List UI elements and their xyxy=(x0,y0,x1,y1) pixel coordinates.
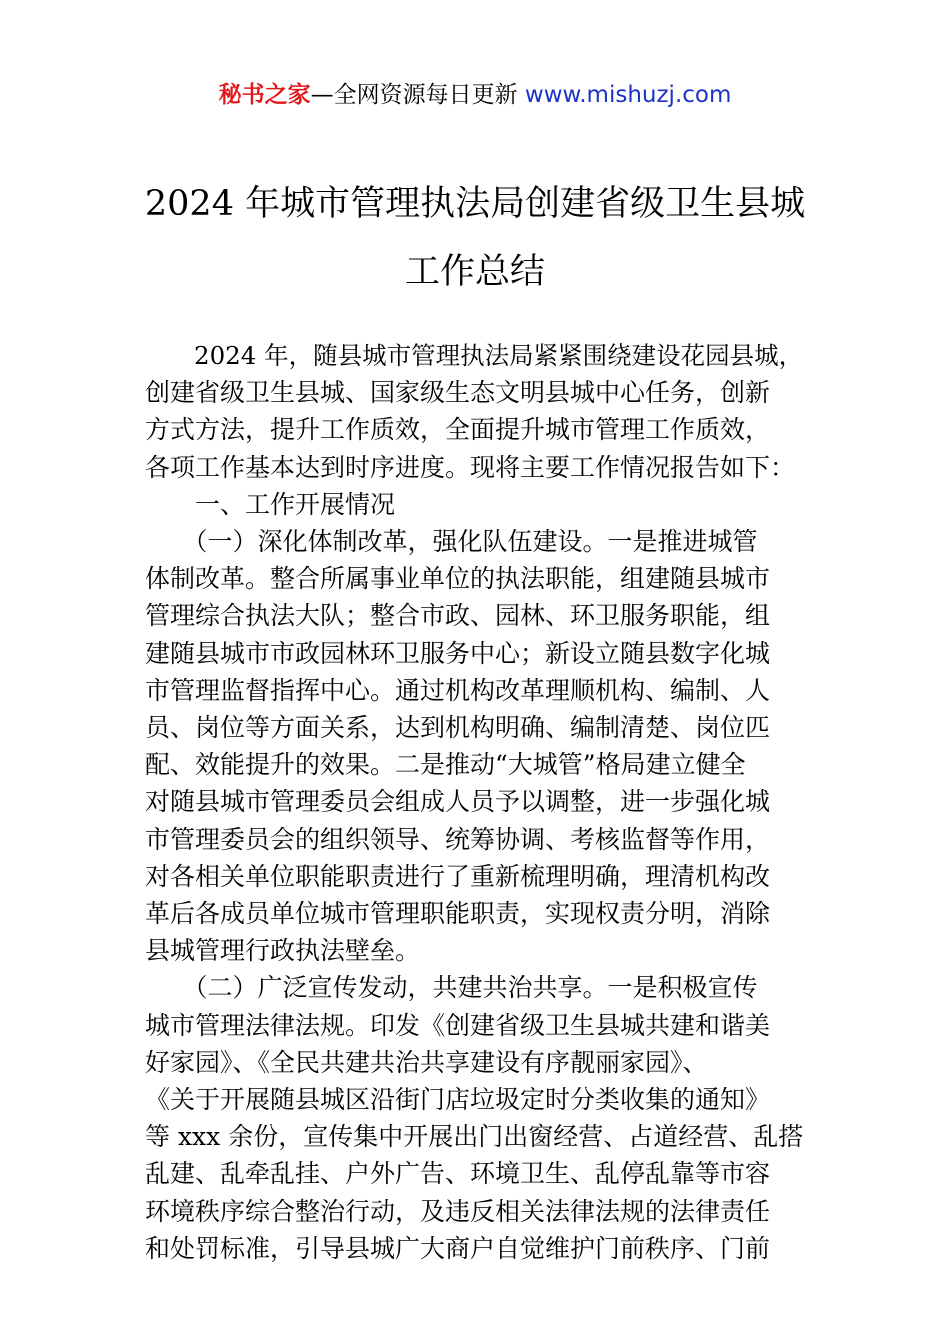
paragraph-line: （二）广泛宣传发动，共建共治共享。一是积极宣传 xyxy=(182,973,758,1003)
site-header xyxy=(0,78,950,112)
document-title-line-2: 工作总结 xyxy=(404,252,545,292)
paragraph-line: 对随县城市管理委员会组成人员予以调整，进一步强化城 xyxy=(145,787,771,817)
paragraph-line: 员、岗位等方面关系，达到机构明确、编制清楚、岗位匹 xyxy=(145,713,771,743)
paragraph-section-1 xyxy=(145,523,810,969)
site-url-link[interactable]: www.mishuzj.com xyxy=(524,82,732,108)
paragraph-section-2 xyxy=(145,969,810,1267)
document-title-line-1: 2024 年城市管理执法局创建省级卫生县城 xyxy=(144,184,806,224)
paragraph-line: 市管理监督指挥中心。通过机构改革理顺机构、编制、人 xyxy=(145,675,771,705)
paragraph-line: 各项工作基本达到时序进度。现将主要工作情况报告如下： xyxy=(145,452,796,482)
paragraph-line: 等 xxx 余份，宣传集中开展出门出窗经营、占道经营、乱搭 xyxy=(145,1122,804,1152)
paragraph-line: 市管理委员会的组织领导、统筹协调、考核监督等作用， xyxy=(145,824,771,854)
paragraph-line: 对各相关单位职能职责进行了重新梳理明确，理清机构改 xyxy=(145,861,771,891)
paragraph-line: 县城管理行政执法壁垒。 xyxy=(145,936,421,966)
paragraph-line: 2024 年，随县城市管理执法局紧紧围绕建设花园县城， xyxy=(194,341,804,370)
site-tagline: —全网资源每日更新 xyxy=(310,82,525,108)
paragraph-line: 和处罚标准，引导县城广大商户自觉维护门前秩序、门前 xyxy=(145,1233,771,1263)
paragraph-line: 乱建、乱牵乱挂、户外广告、环境卫生、乱停乱靠等市容 xyxy=(145,1159,771,1189)
paragraph-line: 城市管理法律法规。印发《创建省级卫生县城共建和谐美 xyxy=(145,1010,771,1040)
paragraph-line: 管理综合执法大队；整合市政、园林、环卫服务职能，组 xyxy=(145,601,771,631)
paragraph-line: （一）深化体制改革，强化队伍建设。一是推进城管 xyxy=(182,527,758,557)
paragraph-line: 环境秩序综合整治行动，及违反相关法律法规的法律责任 xyxy=(145,1196,771,1226)
paragraph-line: 方式方法，提升工作质效，全面提升城市管理工作质效， xyxy=(145,415,771,445)
section-heading-text: 一、工作开展情况 xyxy=(195,489,396,519)
paragraph-line: 配、效能提升的效果。二是推动“大城管”格局建立健全 xyxy=(145,750,746,780)
site-brand: 秘书之家 xyxy=(218,82,311,108)
paragraph-line: 建随县城市市政园林环卫服务中心；新设立随县数字化城 xyxy=(145,638,771,668)
paragraph-intro xyxy=(145,337,810,486)
paragraph-line: 革后各成员单位城市管理职能职责，实现权责分明，消除 xyxy=(145,899,771,929)
paragraph-line: 好家园》、《全民共建共治共享建设有序靓丽家园》、 xyxy=(145,1047,708,1077)
paragraph-line: 创建省级卫生县城、国家级生态文明县城中心任务，创新 xyxy=(145,378,771,408)
section-heading xyxy=(145,486,810,523)
document-body xyxy=(145,337,810,1267)
paragraph-line: 体制改革。整合所属事业单位的执法职能，组建随县城市 xyxy=(145,564,771,594)
paragraph-line: 《关于开展随县城区沿街门店垃圾定时分类收集的通知》 xyxy=(145,1085,771,1115)
